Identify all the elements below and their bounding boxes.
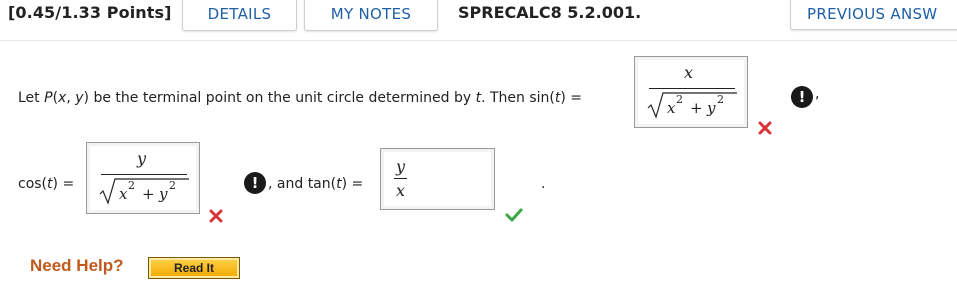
cos-prompt <box>18 176 74 192</box>
sin-radicand-y: y <box>707 99 716 117</box>
cos-answer-field[interactable] <box>86 142 200 214</box>
sin-exponent-x: 2 <box>676 93 683 106</box>
cos-radicand-y: y <box>159 185 168 203</box>
correct-check-icon <box>505 208 523 222</box>
sin-fraction-bar <box>649 88 735 89</box>
cos-label-close: ) = <box>52 176 75 192</box>
cos-fraction-bar <box>101 174 187 175</box>
previous-answers-button[interactable]: PREVIOUS ANSW <box>790 0 957 30</box>
cos-numerator: y <box>137 149 147 168</box>
tan-var-t: t <box>336 176 342 192</box>
prompt-comma: , <box>66 90 76 106</box>
prompt-paren-close: ) <box>83 90 89 106</box>
cos-label-open: cos( <box>18 176 48 192</box>
tan-label-close: ) = <box>341 176 364 192</box>
question-header <box>0 0 957 41</box>
prompt-text-terminal: be the terminal point on the unit circle determined by <box>89 90 476 106</box>
prompt-var-t-sin: t <box>554 90 561 106</box>
question-id: SPRECALC8 5.2.001. <box>458 3 642 22</box>
sin-plus: + <box>690 99 703 117</box>
prompt-var-x: x <box>58 90 67 106</box>
sin-prompt <box>18 90 582 106</box>
cos-radicand-x: x <box>119 185 128 203</box>
read-it-button[interactable]: Read It <box>148 257 240 279</box>
points-label: [0.45/1.33 Points] <box>8 3 172 22</box>
prompt-text-then-sin: . Then sin( <box>481 90 555 106</box>
cos-var-t: t <box>47 176 53 192</box>
tan-label-open: , and tan( <box>268 176 337 192</box>
alert-icon[interactable]: ! <box>244 172 266 194</box>
sin-trailing-comma: , <box>815 86 820 102</box>
incorrect-x-icon <box>758 121 772 135</box>
prompt-paren-open: ( <box>52 90 59 106</box>
sin-exponent-y: 2 <box>717 93 724 106</box>
sin-radicand-x: x <box>667 99 676 117</box>
prompt-text-equals: ) = <box>560 90 583 106</box>
sin-answer-field[interactable] <box>634 56 748 128</box>
tan-period: . <box>541 176 546 192</box>
prompt-text-let: Let <box>18 90 45 106</box>
tan-numerator: y <box>396 157 406 176</box>
tan-fraction-bar <box>394 178 407 179</box>
prompt-var-y: y <box>75 90 84 106</box>
incorrect-x-icon <box>209 209 223 223</box>
alert-icon[interactable]: ! <box>791 86 813 108</box>
cos-exponent-x: 2 <box>128 179 135 192</box>
sin-numerator: x <box>684 63 694 82</box>
details-button[interactable]: DETAILS <box>182 0 297 31</box>
tan-denominator: x <box>396 181 406 200</box>
need-help-label: Need Help? <box>30 256 124 275</box>
cos-plus: + <box>142 185 155 203</box>
my-notes-button[interactable]: MY NOTES <box>304 0 438 31</box>
tan-prompt <box>268 176 363 192</box>
prompt-var-t: t <box>475 90 482 106</box>
cos-exponent-y: 2 <box>169 179 176 192</box>
prompt-var-p: P <box>44 90 53 106</box>
tan-answer-field[interactable] <box>380 148 495 210</box>
